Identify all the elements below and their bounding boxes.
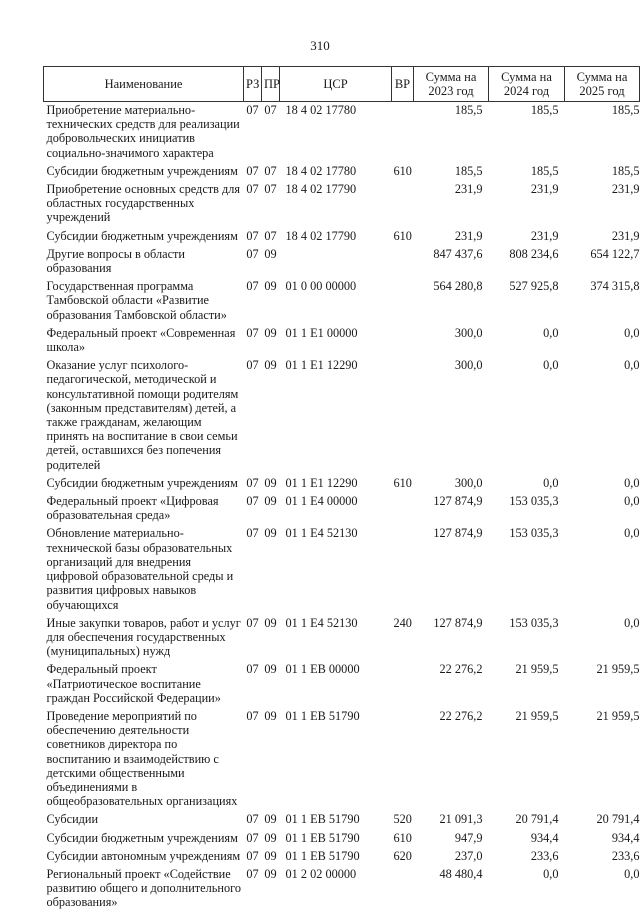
cell-pr: 09 (262, 615, 280, 662)
cell-sum-2024: 0,0 (489, 357, 565, 475)
cell-sum-2024: 527 925,8 (489, 278, 565, 325)
cell-rz: 07 (244, 102, 262, 163)
cell-sum-2024: 185,5 (489, 163, 565, 181)
cell-csr: 01 1 EB 51790 (280, 848, 392, 866)
cell-csr: 01 1 EB 51790 (280, 811, 392, 829)
cell-pr: 09 (262, 325, 280, 357)
cell-vr (392, 246, 414, 278)
table-body (44, 102, 640, 913)
header-sum-2024: Сумма на 2024 год (489, 67, 565, 102)
header-rz: РЗ (244, 67, 262, 102)
table-row (44, 866, 640, 913)
cell-rz: 07 (244, 163, 262, 181)
cell-rz: 07 (244, 181, 262, 228)
header-vr: ВР (392, 67, 414, 102)
cell-pr: 09 (262, 848, 280, 866)
table-header (44, 67, 640, 102)
cell-pr: 09 (262, 357, 280, 475)
cell-sum-2025: 374 315,8 (565, 278, 640, 325)
cell-pr: 07 (262, 102, 280, 163)
cell-pr: 07 (262, 228, 280, 246)
cell-name: Региональный проект «Содействие развитию общего и дополнительного образования» (44, 866, 244, 913)
cell-sum-2023: 300,0 (414, 475, 489, 493)
cell-rz: 07 (244, 811, 262, 829)
table-row (44, 228, 640, 246)
cell-sum-2025: 185,5 (565, 163, 640, 181)
table-row (44, 357, 640, 475)
cell-sum-2024: 934,4 (489, 830, 565, 848)
cell-pr: 09 (262, 866, 280, 913)
cell-vr: 520 (392, 811, 414, 829)
cell-sum-2025: 0,0 (565, 357, 640, 475)
cell-name: Проведение мероприятий по обеспечению деятельности советников директора по воспитанию и взаимодействию с детскими общественными объединениями в общеобразовательных организациях (44, 708, 244, 811)
table-row (44, 246, 640, 278)
cell-rz: 07 (244, 708, 262, 811)
cell-csr: 01 1 EB 00000 (280, 661, 392, 708)
cell-sum-2023: 21 091,3 (414, 811, 489, 829)
cell-sum-2023: 48 480,4 (414, 866, 489, 913)
cell-name: Другие вопросы в области образования (44, 246, 244, 278)
cell-sum-2024: 153 035,3 (489, 493, 565, 525)
cell-vr (392, 181, 414, 228)
cell-rz: 07 (244, 866, 262, 913)
cell-csr: 01 2 02 00000 (280, 866, 392, 913)
cell-rz: 07 (244, 615, 262, 662)
table-row (44, 615, 640, 662)
header-sum-2023: Сумма на 2023 год (414, 67, 489, 102)
cell-csr: 18 4 02 17790 (280, 181, 392, 228)
table-row (44, 102, 640, 163)
cell-rz: 07 (244, 525, 262, 614)
cell-pr: 09 (262, 811, 280, 829)
cell-sum-2023: 185,5 (414, 163, 489, 181)
cell-pr: 09 (262, 475, 280, 493)
cell-name: Федеральный проект «Патриотическое воспитание граждан Российской Федерации» (44, 661, 244, 708)
table-row (44, 493, 640, 525)
cell-vr (392, 325, 414, 357)
cell-name: Федеральный проект «Цифровая образовательная среда» (44, 493, 244, 525)
cell-sum-2024: 21 959,5 (489, 708, 565, 811)
cell-sum-2025: 21 959,5 (565, 708, 640, 811)
cell-csr: 18 4 02 17790 (280, 228, 392, 246)
cell-sum-2025: 0,0 (565, 493, 640, 525)
cell-rz: 07 (244, 357, 262, 475)
cell-sum-2025: 233,6 (565, 848, 640, 866)
header-csr: ЦСР (280, 67, 392, 102)
cell-sum-2023: 185,5 (414, 102, 489, 163)
cell-sum-2023: 127 874,9 (414, 615, 489, 662)
cell-rz: 07 (244, 228, 262, 246)
cell-sum-2025: 0,0 (565, 475, 640, 493)
cell-vr: 610 (392, 163, 414, 181)
cell-csr: 01 0 00 00000 (280, 278, 392, 325)
cell-vr (392, 866, 414, 913)
cell-vr: 240 (392, 615, 414, 662)
cell-vr: 610 (392, 830, 414, 848)
cell-sum-2023: 847 437,6 (414, 246, 489, 278)
cell-pr: 09 (262, 493, 280, 525)
cell-sum-2024: 0,0 (489, 325, 565, 357)
cell-rz: 07 (244, 493, 262, 525)
cell-rz: 07 (244, 830, 262, 848)
cell-vr: 620 (392, 848, 414, 866)
cell-sum-2025: 654 122,7 (565, 246, 640, 278)
budget-table (43, 66, 640, 913)
cell-sum-2023: 564 280,8 (414, 278, 489, 325)
cell-sum-2023: 300,0 (414, 325, 489, 357)
cell-name: Приобретение материально-технических средств для реализации добровольческих инициатив социально-значимого характера (44, 102, 244, 163)
cell-sum-2025: 934,4 (565, 830, 640, 848)
table-row (44, 181, 640, 228)
table-row (44, 163, 640, 181)
cell-pr: 09 (262, 661, 280, 708)
cell-name: Субсидии бюджетным учреждениям (44, 228, 244, 246)
cell-pr: 09 (262, 708, 280, 811)
cell-rz: 07 (244, 278, 262, 325)
cell-csr: 18 4 02 17780 (280, 163, 392, 181)
cell-sum-2025: 185,5 (565, 102, 640, 163)
table-row (44, 811, 640, 829)
cell-name: Оказание услуг психолого-педагогической, методической и консультативной помощи родителям (законным представителям) детей, а также гражданам, желающим принять на воспитание в свои семьи детей, оставшихся без попечения родителей (44, 357, 244, 475)
cell-csr: 18 4 02 17780 (280, 102, 392, 163)
table-row (44, 848, 640, 866)
table-row (44, 325, 640, 357)
cell-vr (392, 661, 414, 708)
cell-sum-2023: 127 874,9 (414, 493, 489, 525)
table-row (44, 525, 640, 614)
cell-name: Субсидии автономным учреждениям (44, 848, 244, 866)
cell-csr: 01 1 EB 51790 (280, 708, 392, 811)
table-row (44, 708, 640, 811)
cell-sum-2025: 0,0 (565, 866, 640, 913)
cell-name: Субсидии бюджетным учреждениям (44, 475, 244, 493)
cell-sum-2024: 808 234,6 (489, 246, 565, 278)
cell-sum-2024: 185,5 (489, 102, 565, 163)
cell-csr: 01 1 E1 12290 (280, 357, 392, 475)
cell-sum-2025: 231,9 (565, 228, 640, 246)
cell-sum-2023: 947,9 (414, 830, 489, 848)
cell-sum-2025: 0,0 (565, 325, 640, 357)
cell-pr: 09 (262, 830, 280, 848)
cell-pr: 09 (262, 525, 280, 614)
cell-vr: 610 (392, 475, 414, 493)
cell-sum-2024: 233,6 (489, 848, 565, 866)
cell-sum-2025: 21 959,5 (565, 661, 640, 708)
cell-csr: 01 1 E4 52130 (280, 615, 392, 662)
cell-csr: 01 1 E1 12290 (280, 475, 392, 493)
table-row (44, 475, 640, 493)
cell-sum-2023: 22 276,2 (414, 708, 489, 811)
page-number: 310 (0, 38, 640, 54)
cell-csr: 01 1 E1 00000 (280, 325, 392, 357)
cell-name: Субсидии бюджетным учреждениям (44, 163, 244, 181)
cell-sum-2024: 0,0 (489, 866, 565, 913)
cell-name: Государственная программа Тамбовской области «Развитие образования Тамбовской области» (44, 278, 244, 325)
cell-vr (392, 493, 414, 525)
cell-sum-2024: 0,0 (489, 475, 565, 493)
cell-sum-2024: 153 035,3 (489, 615, 565, 662)
cell-csr: 01 1 E4 00000 (280, 493, 392, 525)
cell-sum-2025: 20 791,4 (565, 811, 640, 829)
cell-sum-2023: 127 874,9 (414, 525, 489, 614)
cell-rz: 07 (244, 325, 262, 357)
cell-sum-2023: 300,0 (414, 357, 489, 475)
cell-rz: 07 (244, 661, 262, 708)
header-name: Наименование (44, 67, 244, 102)
cell-rz: 07 (244, 475, 262, 493)
cell-sum-2024: 153 035,3 (489, 525, 565, 614)
cell-pr: 07 (262, 181, 280, 228)
cell-name: Иные закупки товаров, работ и услуг для обеспечения государственных (муниципальных) нужд (44, 615, 244, 662)
table-row (44, 661, 640, 708)
cell-name: Приобретение основных средств для областных государственных учреждений (44, 181, 244, 228)
header-pr: ПР (262, 67, 280, 102)
cell-sum-2024: 21 959,5 (489, 661, 565, 708)
cell-vr (392, 102, 414, 163)
cell-sum-2023: 22 276,2 (414, 661, 489, 708)
cell-pr: 09 (262, 246, 280, 278)
cell-sum-2024: 231,9 (489, 228, 565, 246)
cell-sum-2024: 20 791,4 (489, 811, 565, 829)
cell-vr (392, 357, 414, 475)
cell-vr: 610 (392, 228, 414, 246)
cell-sum-2023: 231,9 (414, 228, 489, 246)
cell-name: Обновление материально-технической базы образовательных организаций для внедрения цифровой образовательной среды и развития цифровых навыков обучающихся (44, 525, 244, 614)
cell-vr (392, 278, 414, 325)
cell-name: Субсидии бюджетным учреждениям (44, 830, 244, 848)
cell-csr: 01 1 EB 51790 (280, 830, 392, 848)
cell-sum-2025: 231,9 (565, 181, 640, 228)
cell-sum-2025: 0,0 (565, 615, 640, 662)
cell-name: Федеральный проект «Современная школа» (44, 325, 244, 357)
cell-pr: 09 (262, 278, 280, 325)
cell-vr (392, 525, 414, 614)
cell-name: Субсидии (44, 811, 244, 829)
cell-rz: 07 (244, 246, 262, 278)
cell-sum-2024: 231,9 (489, 181, 565, 228)
header-sum-2025: Сумма на 2025 год (565, 67, 640, 102)
table-row (44, 830, 640, 848)
cell-sum-2023: 231,9 (414, 181, 489, 228)
table-row (44, 278, 640, 325)
cell-rz: 07 (244, 848, 262, 866)
cell-vr (392, 708, 414, 811)
cell-csr (280, 246, 392, 278)
cell-pr: 07 (262, 163, 280, 181)
cell-sum-2023: 237,0 (414, 848, 489, 866)
cell-sum-2025: 0,0 (565, 525, 640, 614)
cell-csr: 01 1 E4 52130 (280, 525, 392, 614)
